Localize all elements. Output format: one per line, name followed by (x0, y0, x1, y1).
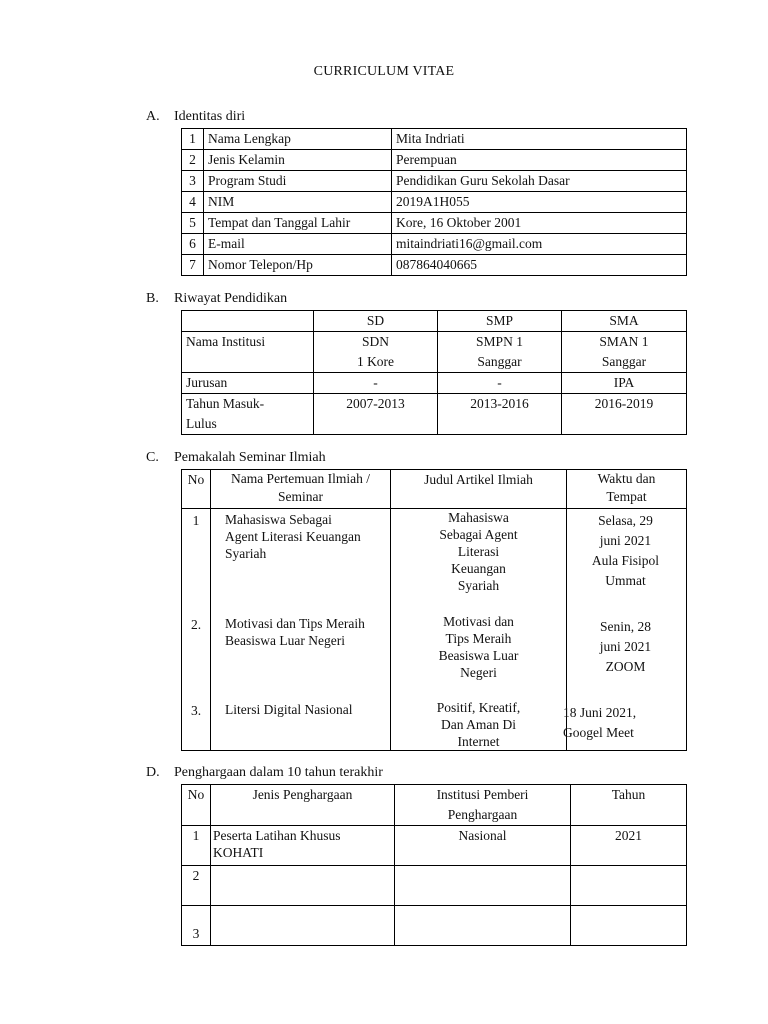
section-letter: B. (146, 291, 159, 306)
header-cell: SMP (438, 311, 562, 332)
table-row (182, 192, 687, 213)
table-cell: - (438, 373, 562, 394)
row-label: Nama Institusi (182, 332, 314, 373)
cell-line: juni 2021 (599, 533, 652, 548)
table-row (182, 255, 687, 276)
field-label: Jenis Kelamin (204, 150, 392, 171)
education-table (181, 310, 687, 435)
table-cell (571, 906, 687, 946)
cell-line: Mahasiswa Sebagai (225, 512, 332, 527)
cell-line: Tips Meraih (445, 631, 512, 646)
row-label: Jurusan (182, 373, 314, 394)
section-title: Riwayat Pendidikan (174, 291, 288, 306)
header-cell: SD (314, 311, 438, 332)
cell-line: Internet (457, 734, 500, 749)
section-title: Penghargaan dalam 10 tahun terakhir (174, 765, 383, 780)
row-number: 3 (182, 171, 204, 192)
header-cell: Jenis Penghargaan (211, 785, 395, 826)
cell-line: Sanggar (601, 354, 647, 369)
section-b-heading (146, 291, 287, 307)
cell-line: 18 Juni 2021, (563, 705, 637, 720)
cell-line: SMPN 1 (476, 334, 523, 349)
article-title (395, 613, 562, 699)
email-value: mitaindriati16@gmail.com (392, 234, 687, 255)
table-cell: 2021 (571, 826, 687, 866)
cell-line: Selasa, 29 (598, 513, 653, 528)
row-number: 4 (182, 192, 204, 213)
table-cell: IPA (562, 373, 687, 394)
field-label: Tempat dan Tanggal Lahir (204, 213, 392, 234)
section-title: Identitas diri (174, 109, 246, 124)
field-value: Perempuan (392, 150, 687, 171)
row-number: 6 (182, 234, 204, 255)
table-cell (562, 332, 687, 373)
awards-table (181, 784, 687, 946)
table-row (182, 234, 687, 255)
field-label: Program Studi (204, 171, 392, 192)
table-row (182, 150, 687, 171)
header-cell: SMA (562, 311, 687, 332)
cell-line: Keuangan (451, 561, 506, 576)
field-label: Nama Lengkap (204, 129, 392, 150)
cell-line: Peserta Latihan Khusus (213, 828, 341, 843)
section-c-heading (146, 450, 326, 466)
table-cell (211, 866, 395, 906)
cell-line: Tempat (606, 489, 647, 504)
table-row (182, 213, 687, 234)
table-cell (314, 332, 438, 373)
field-value: 087864040665 (392, 255, 687, 276)
cell-line: Aula Fisipol (591, 553, 660, 568)
cell-line: Syariah (457, 578, 500, 593)
article-title (395, 509, 562, 613)
cell-line: Motivasi dan (443, 614, 514, 629)
article-title (395, 699, 562, 750)
event-time-place (563, 703, 684, 743)
field-label: NIM (204, 192, 392, 213)
section-letter: D. (146, 765, 160, 780)
cell-line: Syariah (225, 546, 267, 561)
field-label: Nomor Telepon/Hp (204, 255, 392, 276)
field-value: 2019A1H055 (392, 192, 687, 213)
table-row (182, 866, 687, 906)
row-number: 2 (182, 866, 211, 906)
cell-line: Negeri (460, 665, 497, 680)
cell-line: Dan Aman Di (441, 717, 516, 732)
table-row (182, 906, 687, 946)
cell-line: Tahun Masuk- (186, 396, 265, 411)
table-cell: 2016-2019 (562, 394, 687, 435)
document-title: CURRICULUM VITAE (313, 64, 455, 79)
cell-line: Agent Literasi Keuangan (225, 529, 361, 544)
table-cell (563, 509, 687, 751)
table-cell: Nasional (395, 826, 571, 866)
header-cell (211, 470, 391, 509)
header-cell: No (182, 785, 211, 826)
cell-line: SMAN 1 (599, 334, 649, 349)
header-cell (567, 470, 687, 509)
cell-line: juni 2021 (599, 639, 652, 654)
cell-line: Sebagai Agent (439, 527, 518, 542)
identity-table (181, 128, 687, 276)
cell-line: 1 Kore (356, 354, 395, 369)
row-number: 2 (182, 150, 204, 171)
section-a-heading (146, 109, 245, 125)
section-letter: A. (146, 109, 160, 124)
cell-line: Penghargaan (447, 807, 518, 822)
cell-line: Literasi (457, 544, 500, 559)
table-cell: - (314, 373, 438, 394)
header-cell (395, 785, 571, 826)
row-number: 3 (182, 906, 211, 946)
cell-line: Seminar (278, 489, 323, 504)
cell-line: Lulus (186, 416, 217, 431)
cell-line: Senin, 28 (599, 619, 651, 634)
table-header-row (182, 470, 687, 509)
table-cell (211, 509, 391, 751)
cell-line: Litersi Digital Nasional (225, 702, 353, 717)
table-cell (211, 906, 395, 946)
row-number: 1 (182, 826, 211, 866)
table-row (182, 332, 687, 373)
table-row (182, 394, 687, 435)
cell-line: Nama Pertemuan Ilmiah / (230, 471, 371, 486)
seminar-name (225, 511, 386, 615)
row-number: 3. (190, 703, 202, 718)
table-row (182, 509, 687, 751)
table-header-row (182, 785, 687, 826)
cell-line: Ummat (605, 573, 646, 588)
header-cell (182, 311, 314, 332)
row-number: 5 (182, 213, 204, 234)
field-label: E-mail (204, 234, 392, 255)
table-cell: 2013-2016 (438, 394, 562, 435)
cell-line: Institusi Pemberi (436, 787, 529, 802)
table-cell (571, 866, 687, 906)
cell-line: Mahasiswa (448, 510, 509, 525)
seminar-table (181, 469, 687, 751)
cell-line: Motivasi dan Tips Meraih (225, 616, 365, 631)
table-cell: 2007-2013 (314, 394, 438, 435)
cell-line: ZOOM (605, 659, 646, 674)
table-row (182, 826, 687, 866)
table-cell (395, 866, 571, 906)
cell-line: Googel Meet (563, 725, 634, 740)
header-cell: No (182, 470, 211, 509)
field-value: Kore, 16 Oktober 2001 (392, 213, 687, 234)
row-number: 1 (192, 513, 200, 528)
field-value: Mita Indriati (392, 129, 687, 150)
seminar-name (225, 615, 386, 701)
header-cell: Tahun (571, 785, 687, 826)
section-d-heading (146, 765, 383, 781)
row-number: 1 (182, 129, 204, 150)
cell-line: Beasiswa Luar Negeri (225, 633, 345, 648)
section-letter: C. (146, 450, 159, 465)
row-number: 2. (190, 617, 202, 632)
row-label (182, 394, 314, 435)
table-header-row (182, 311, 687, 332)
event-time-place (567, 615, 684, 703)
table-cell (395, 906, 571, 946)
event-time-place (567, 511, 684, 615)
section-title: Pemakalah Seminar Ilmiah (174, 450, 326, 465)
seminar-name (225, 701, 386, 718)
table-cell (182, 509, 211, 751)
table-row (182, 373, 687, 394)
field-value: Pendidikan Guru Sekolah Dasar (392, 171, 687, 192)
cell-line: Positif, Kreatif, (436, 700, 521, 715)
row-number: 7 (182, 255, 204, 276)
cell-line: SDN (361, 334, 389, 349)
cell-line: Beasiswa Luar (438, 648, 519, 663)
cell-line: Sanggar (477, 354, 522, 369)
table-cell (438, 332, 562, 373)
cell-line: KOHATI (213, 845, 264, 860)
header-cell: Judul Artikel Ilmiah (391, 470, 567, 509)
table-cell (391, 509, 567, 751)
table-cell (211, 826, 395, 866)
cell-line: Waktu dan (597, 471, 656, 486)
table-row (182, 171, 687, 192)
table-row (182, 129, 687, 150)
